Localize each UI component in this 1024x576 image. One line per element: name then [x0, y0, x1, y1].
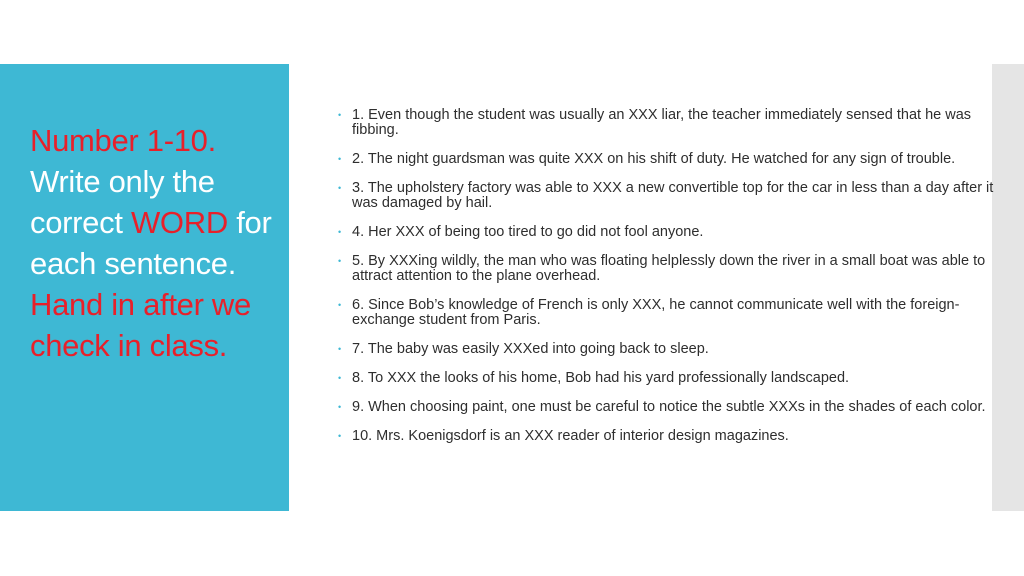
bullet-icon: •: [338, 373, 342, 383]
bullet-icon: •: [338, 110, 342, 120]
bullet-icon: •: [338, 227, 342, 237]
title-instruction-cont: for each sentence.: [30, 205, 272, 281]
title-word-emphasis: WORD: [130, 205, 228, 240]
bullet-icon: •: [338, 344, 342, 354]
sentence-list: [338, 108, 994, 458]
list-item: • 10. Mrs. Koenigsdorf is an XXX reader of interior design magazines.: [338, 428, 789, 444]
list-item: • 4. Her XXX of being too tired to go did not fool anyone.: [338, 224, 704, 240]
list-item: • 7. The baby was easily XXXed into going back to sleep.: [338, 341, 709, 357]
bullet-icon: •: [338, 154, 342, 164]
list-item: • 2. The night guardsman was quite XXX on his shift of duty. He watched for any sign of trouble.: [338, 151, 956, 167]
title-instruction: Write only the correct: [30, 164, 215, 240]
right-decor-strip: [992, 64, 1024, 511]
list-item: • 3. The upholstery factory was able to XXX a new convertible top for the car in less than a day after it was damaged by hail.: [338, 180, 994, 211]
list-item: • 8. To XXX the looks of his home, Bob had his yard professionally landscaped.: [338, 370, 850, 386]
bullet-icon: •: [338, 256, 342, 266]
list-item: • 6. Since Bob’s knowledge of French is only XXX, he cannot communicate well with the foreign-exchange student from Paris.: [338, 297, 960, 328]
bullet-icon: •: [338, 183, 342, 193]
bullet-icon: •: [338, 300, 342, 310]
list-item: • 5. By XXXing wildly, the man who was floating helplessly down the river in a small boat was able to attract attention to the plane overhead.: [338, 253, 986, 284]
list-item: • 9. When choosing paint, one must be careful to notice the subtle XXXs in the shades of each color.: [338, 399, 986, 415]
title-hand-in: Hand in after we check in class.: [30, 287, 251, 363]
bullet-icon: •: [338, 402, 342, 412]
list-item: • 1. Even though the student was usually an XXX liar, the teacher immediately sensed that he was fibbing.: [338, 107, 972, 138]
bullet-icon: •: [338, 431, 342, 441]
slide-title: [30, 120, 285, 366]
title-number-range: Number 1-10.: [30, 123, 216, 158]
